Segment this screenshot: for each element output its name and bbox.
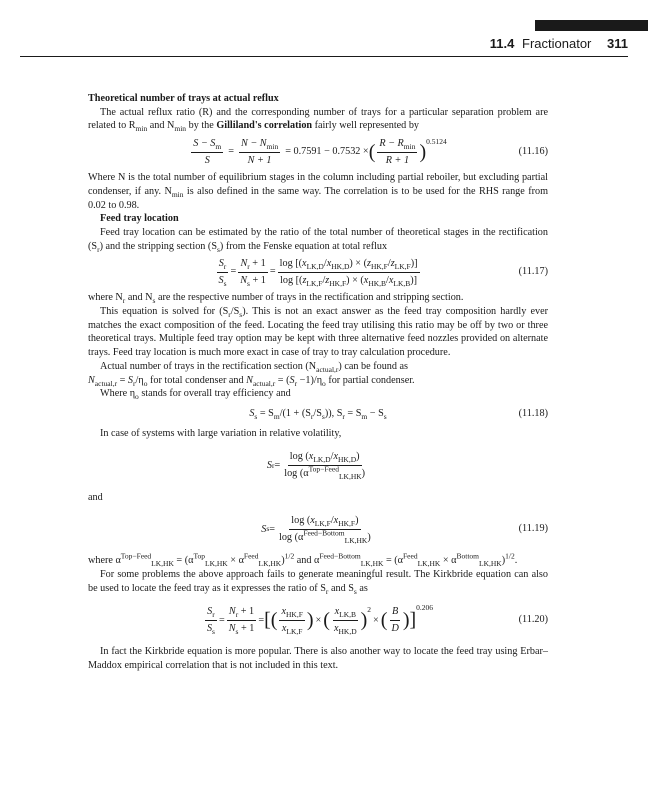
equation-number: (11.18) xyxy=(518,408,548,420)
heading-feed-tray: Feed tray location xyxy=(100,213,179,225)
paragraph-alpha-def: where $\alpha^{Top-Feed}_{LK,HK} = (\alpha^{Top}_{LK,HK} \times \alpha^{Feed}_{LK,HK})^{1/2}$ and $\alpha^{Feed-Bottom}_{LK,HK} = (\alpha^{Feed}_{LK,HK} \times \alpha^{Bottom}_{LK,HK})^{1/2}$. xyxy=(88,551,518,569)
paragraph-solved: This equation is solved for $(S_r/S_s)$. This is not an exact answer as the feed tray composition hardly ever matches the exact composition of the feed. Locating the feed tray utilising this ratio may be off by two or three theoretical trays. Multiple feed tray option may be kept with three alternative feed nozzles provided on alternate trays. Feed tray location is much more exact in case of tray to tray calculation procedure. xyxy=(88,306,548,359)
page-body xyxy=(88,92,548,673)
section-number: 11.4 xyxy=(489,36,515,51)
paragraph-efficiency: Where $\eta_o$ stands for overall tray efficiency and xyxy=(100,388,291,402)
paragraph-gilliland: The actual reflux ratio (R) and the corresponding number of trays for a particular separation problem are related to $R_{min}$ and $N_{min}$ by the Gilliland's correlation fairly well represented by xyxy=(88,106,548,134)
equation-11-20: $\frac{S_r}{S_s}$ = $\frac{N_r + 1}{N_s + 1}$ = [ ( $\frac{x_{HK,F}}{x_{LK,F}}$ ) × ( $\frac{x_{LK,B}}{x_{HK,D}}$ ) $^2$ × ( $\frac{B}{D}$ ) ] $^{0.206}$ (11.20) xyxy=(206,603,548,636)
equation-11-16: $\frac{S - S_m}{S}$ = $\frac{N - N_{min}}{N + 1}$ = 0.7591 − 0.7532 × ( $\frac{R - R_{min}}{R + 1}$ ) $^{0.5124}$ (11.16) xyxy=(193,137,548,166)
equation-sr: S r = $\frac{\log (x_{LK,D}/x_{HK,D})}{\log (\alpha^{Top-Feed}_{LK,HK})}$ xyxy=(266,451,366,482)
paragraph-kirkbride: For some problems the above approach fails to generate meaningful result. The Kirkbride equation can also be used to locate the feed tray as it expresses the ratio of $S_r$ and $S_s$ as xyxy=(88,569,548,596)
equation-11-19: S s = $\frac{\log (x_{LK,F}/x_{HK,F})}{\log (\alpha^{Feed-Bottom}_{LK,HK})}$ (11.19) xyxy=(261,515,548,545)
equation-number: (11.19) xyxy=(518,523,548,535)
equation-number: (11.17) xyxy=(518,266,548,278)
paragraph-condenser: $N_{actual,r} = S_r/\eta_o$ for total condenser and $N_{actual,r} = (S_r -1)/\eta_o$ for partial condenser. xyxy=(88,374,415,388)
header-rule xyxy=(20,56,628,57)
paragraph-where-n: Where N is the total number of equilibrium stages in the column including partial reboiler, but excluding partial condenser, if any. $N_{min}$ is also defined in the same way. The correlation is to be used for the RHS range from 0.02 to 0.98. xyxy=(88,172,548,211)
equation-11-18: $S_s = S_m/(1 + (S_r/S_s))$, $S_r = S_m - S_s$ (11.18) xyxy=(249,408,548,422)
equation-number: (11.16) xyxy=(518,146,548,158)
paragraph-feed-tray: Feed tray location can be estimated by the ratio of the total number of theoretical stages in the rectification $(S_r)$ and the stripping section $(S_s)$ from the Fenske equation at total reflux xyxy=(88,226,548,254)
paragraph-where-nr: where $N_r$ and $N_s$ are the respective number of trays in the rectification and stripping section. xyxy=(88,292,464,306)
heading-theoretical-trays: Theoretical number of trays at actual reflux xyxy=(88,93,279,104)
paragraph-erbar-maddox: In fact the Kirkbride equation is more popular. There is also another way to locate the feed tray using Erbar–Maddox empirical correlation that is not included in this text. xyxy=(88,646,548,672)
section-title: Fractionator xyxy=(522,36,592,51)
equation-11-17: $\frac{S_r}{S_s}$ = $\frac{N_r + 1}{N_s + 1}$ = $\frac{\log [(x_{LK,D}/x_{HK,D}) \times (z_{HK,F}/z_{LK,F})]}{\log [(z_{LK,F}/z_{HK,F}) \times (x_{HK,B}/x_{LK,B})]}$ (11.17) xyxy=(218,258,548,288)
page-number: 311 xyxy=(607,36,628,51)
running-header xyxy=(490,36,628,51)
paragraph-actual-trays: Actual number of trays in the rectification section $(N_{actual,r})$ can be found as xyxy=(100,360,409,374)
equation-number: (11.20) xyxy=(518,614,548,626)
text-and: and xyxy=(88,491,103,503)
header-bar xyxy=(535,20,648,31)
paragraph-volatility: In case of systems with large variation in relative volatility, xyxy=(100,427,342,439)
